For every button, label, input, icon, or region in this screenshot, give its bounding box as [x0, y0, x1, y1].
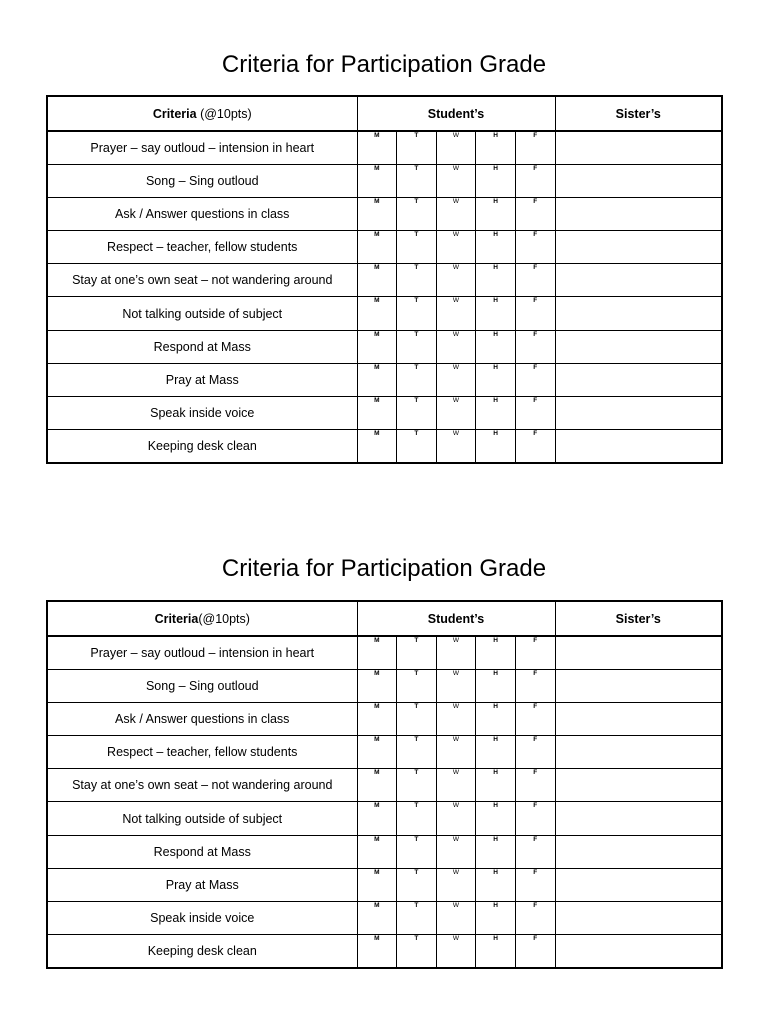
day-cell-w[interactable]: W: [436, 197, 476, 230]
criteria-row: [47, 769, 722, 802]
day-cell-f[interactable]: F: [515, 264, 555, 297]
day-cell-m[interactable]: M: [357, 902, 397, 935]
table-header-row: [47, 96, 722, 131]
sister-score-cell[interactable]: [555, 702, 722, 735]
day-cell-w[interactable]: W: [436, 131, 476, 164]
day-cell-m[interactable]: M: [357, 935, 397, 968]
day-cell-m[interactable]: M: [357, 164, 397, 197]
criteria-row: [47, 297, 722, 330]
criteria-row: [47, 802, 722, 835]
criteria-label: Speak inside voice: [47, 902, 357, 935]
day-cell-w[interactable]: W: [436, 736, 476, 769]
form-title: Criteria for Participation Grade: [221, 51, 547, 78]
criteria-label: Speak inside voice: [47, 397, 357, 430]
day-cell-t[interactable]: T: [397, 769, 437, 802]
day-cell-w[interactable]: W: [436, 264, 476, 297]
day-cell-w[interactable]: W: [436, 902, 476, 935]
day-cell-w[interactable]: W: [436, 430, 476, 463]
criteria-label: Prayer – say outloud – intension in heart: [47, 131, 357, 164]
day-cell-w[interactable]: W: [436, 330, 476, 363]
day-cell-t[interactable]: T: [397, 397, 437, 430]
criteria-rows: [47, 636, 722, 968]
criteria-label: Song – Sing outloud: [47, 669, 357, 702]
day-cell-f[interactable]: F: [515, 769, 555, 802]
day-cell-m[interactable]: M: [357, 802, 397, 835]
day-cell-h[interactable]: H: [476, 835, 516, 868]
day-cell-f[interactable]: F: [515, 736, 555, 769]
criteria-label: Keeping desk clean: [47, 935, 357, 968]
day-cell-h[interactable]: H: [476, 702, 516, 735]
day-cell-f[interactable]: F: [515, 297, 555, 330]
criteria-header: [47, 96, 357, 131]
criteria-row: [47, 231, 722, 264]
criteria-points-label: (@10pts): [198, 611, 250, 626]
criteria-label: Respect – teacher, fellow students: [47, 231, 357, 264]
day-cell-m[interactable]: M: [357, 736, 397, 769]
day-cell-w[interactable]: W: [436, 868, 476, 901]
day-cell-t[interactable]: T: [397, 802, 437, 835]
criteria-label: Pray at Mass: [47, 868, 357, 901]
sister-score-cell[interactable]: [555, 397, 722, 430]
criteria-label: Not talking outside of subject: [47, 297, 357, 330]
sister-score-cell[interactable]: [555, 902, 722, 935]
criteria-label: Respect – teacher, fellow students: [47, 736, 357, 769]
day-cell-f[interactable]: F: [515, 131, 555, 164]
criteria-row: [47, 835, 722, 868]
sister-score-cell[interactable]: [555, 769, 722, 802]
participation-grade-table: [46, 600, 723, 969]
criteria-points-label: (@10pts): [196, 106, 252, 121]
day-cell-m[interactable]: M: [357, 769, 397, 802]
day-cell-t[interactable]: T: [397, 164, 437, 197]
student-header: Student’s: [357, 601, 555, 636]
day-cell-t[interactable]: T: [397, 868, 437, 901]
sister-header: Sister’s: [555, 601, 722, 636]
day-cell-f[interactable]: F: [515, 363, 555, 396]
day-cell-w[interactable]: W: [436, 802, 476, 835]
day-cell-w[interactable]: W: [436, 835, 476, 868]
criteria-row: [47, 330, 722, 363]
day-cell-f[interactable]: F: [515, 802, 555, 835]
day-cell-h[interactable]: H: [476, 164, 516, 197]
criteria-row: [47, 197, 722, 230]
table-header-row: [47, 601, 722, 636]
day-cell-w[interactable]: W: [436, 769, 476, 802]
day-cell-t[interactable]: T: [397, 636, 437, 669]
day-cell-t[interactable]: T: [397, 197, 437, 230]
participation-grade-table: [46, 95, 723, 464]
day-cell-h[interactable]: H: [476, 868, 516, 901]
day-cell-t[interactable]: T: [397, 835, 437, 868]
day-cell-m[interactable]: M: [357, 197, 397, 230]
day-cell-f[interactable]: F: [515, 164, 555, 197]
day-cell-m[interactable]: M: [357, 397, 397, 430]
criteria-row: [47, 736, 722, 769]
day-cell-w[interactable]: W: [436, 297, 476, 330]
criteria-row: [47, 264, 722, 297]
criteria-label: Keeping desk clean: [47, 430, 357, 463]
sister-score-cell[interactable]: [555, 297, 722, 330]
day-cell-w[interactable]: W: [436, 935, 476, 968]
day-cell-t[interactable]: T: [397, 430, 437, 463]
sister-header: Sister’s: [555, 96, 722, 131]
criteria-label: Pray at Mass: [47, 363, 357, 396]
sister-score-cell[interactable]: [555, 330, 722, 363]
criteria-label: Respond at Mass: [47, 835, 357, 868]
sister-score-cell[interactable]: [555, 363, 722, 396]
day-cell-h[interactable]: H: [476, 131, 516, 164]
sister-score-cell[interactable]: [555, 231, 722, 264]
day-cell-m[interactable]: M: [357, 231, 397, 264]
day-cell-t[interactable]: T: [397, 231, 437, 264]
day-cell-f[interactable]: F: [515, 231, 555, 264]
day-cell-w[interactable]: W: [436, 702, 476, 735]
day-cell-m[interactable]: M: [357, 636, 397, 669]
sister-score-cell[interactable]: [555, 935, 722, 968]
day-cell-h[interactable]: H: [476, 802, 516, 835]
form-title: Criteria for Participation Grade: [221, 555, 547, 582]
day-cell-f[interactable]: F: [515, 430, 555, 463]
criteria-label: Not talking outside of subject: [47, 802, 357, 835]
day-cell-w[interactable]: W: [436, 164, 476, 197]
day-cell-f[interactable]: F: [515, 868, 555, 901]
criteria-label: Stay at one’s own seat – not wandering around: [47, 264, 357, 297]
criteria-label: Ask / Answer questions in class: [47, 702, 357, 735]
day-cell-f[interactable]: F: [515, 902, 555, 935]
sister-score-cell[interactable]: [555, 835, 722, 868]
sister-score-cell[interactable]: [555, 430, 722, 463]
day-cell-f[interactable]: F: [515, 669, 555, 702]
criteria-header: [47, 601, 357, 636]
day-cell-t[interactable]: T: [397, 131, 437, 164]
day-cell-t[interactable]: T: [397, 736, 437, 769]
criteria-rows: [47, 131, 722, 463]
day-cell-h[interactable]: H: [476, 769, 516, 802]
criteria-row: [47, 868, 722, 901]
sister-score-cell[interactable]: [555, 669, 722, 702]
criteria-row: [47, 131, 722, 164]
day-cell-w[interactable]: W: [436, 636, 476, 669]
day-cell-t[interactable]: T: [397, 702, 437, 735]
sister-score-cell[interactable]: [555, 802, 722, 835]
day-cell-w[interactable]: W: [436, 231, 476, 264]
day-cell-f[interactable]: F: [515, 197, 555, 230]
day-cell-m[interactable]: M: [357, 330, 397, 363]
day-cell-t[interactable]: T: [397, 297, 437, 330]
criteria-row: [47, 164, 722, 197]
criteria-row: [47, 902, 722, 935]
day-cell-t[interactable]: T: [397, 330, 437, 363]
day-cell-h[interactable]: H: [476, 636, 516, 669]
day-cell-m[interactable]: M: [357, 835, 397, 868]
day-cell-t[interactable]: T: [397, 669, 437, 702]
criteria-row: [47, 430, 722, 463]
criteria-header-label: Criteria: [154, 611, 199, 626]
sister-score-cell[interactable]: [555, 164, 722, 197]
sister-score-cell[interactable]: [555, 736, 722, 769]
sister-score-cell[interactable]: [555, 197, 722, 230]
day-cell-h[interactable]: H: [476, 736, 516, 769]
criteria-row: [47, 363, 722, 396]
day-cell-h[interactable]: H: [476, 935, 516, 968]
day-cell-h[interactable]: H: [476, 669, 516, 702]
day-cell-h[interactable]: H: [476, 397, 516, 430]
day-cell-m[interactable]: M: [357, 131, 397, 164]
day-cell-m[interactable]: M: [357, 430, 397, 463]
day-cell-m[interactable]: M: [357, 669, 397, 702]
sister-score-cell[interactable]: [555, 868, 722, 901]
day-cell-h[interactable]: H: [476, 330, 516, 363]
day-cell-t[interactable]: T: [397, 264, 437, 297]
sister-score-cell[interactable]: [555, 264, 722, 297]
day-cell-t[interactable]: T: [397, 363, 437, 396]
criteria-row: [47, 669, 722, 702]
day-cell-f[interactable]: F: [515, 397, 555, 430]
criteria-label: Prayer – say outloud – intension in heart: [47, 636, 357, 669]
day-cell-h[interactable]: H: [476, 231, 516, 264]
day-cell-f[interactable]: F: [515, 330, 555, 363]
criteria-row: [47, 702, 722, 735]
day-cell-h[interactable]: H: [476, 197, 516, 230]
sister-score-cell[interactable]: [555, 636, 722, 669]
day-cell-h[interactable]: H: [476, 363, 516, 396]
day-cell-h[interactable]: H: [476, 264, 516, 297]
day-cell-m[interactable]: M: [357, 868, 397, 901]
criteria-header-label: Criteria: [152, 106, 197, 121]
day-cell-t[interactable]: T: [397, 935, 437, 968]
day-cell-w[interactable]: W: [436, 363, 476, 396]
criteria-label: Ask / Answer questions in class: [47, 197, 357, 230]
criteria-label: Stay at one’s own seat – not wandering around: [47, 769, 357, 802]
day-cell-f[interactable]: F: [515, 702, 555, 735]
criteria-label: Respond at Mass: [47, 330, 357, 363]
day-cell-w[interactable]: W: [436, 397, 476, 430]
day-cell-m[interactable]: M: [357, 297, 397, 330]
day-cell-t[interactable]: T: [397, 902, 437, 935]
day-cell-f[interactable]: F: [515, 636, 555, 669]
day-cell-h[interactable]: H: [476, 430, 516, 463]
day-cell-m[interactable]: M: [357, 264, 397, 297]
day-cell-f[interactable]: F: [515, 835, 555, 868]
criteria-label: Song – Sing outloud: [47, 164, 357, 197]
day-cell-h[interactable]: H: [476, 297, 516, 330]
criteria-row: [47, 935, 722, 968]
day-cell-w[interactable]: W: [436, 669, 476, 702]
day-cell-h[interactable]: H: [476, 902, 516, 935]
criteria-row: [47, 397, 722, 430]
criteria-row: [47, 636, 722, 669]
day-cell-m[interactable]: M: [357, 363, 397, 396]
sister-score-cell[interactable]: [555, 131, 722, 164]
day-cell-m[interactable]: M: [357, 702, 397, 735]
day-cell-f[interactable]: F: [515, 935, 555, 968]
student-header: Student’s: [357, 96, 555, 131]
